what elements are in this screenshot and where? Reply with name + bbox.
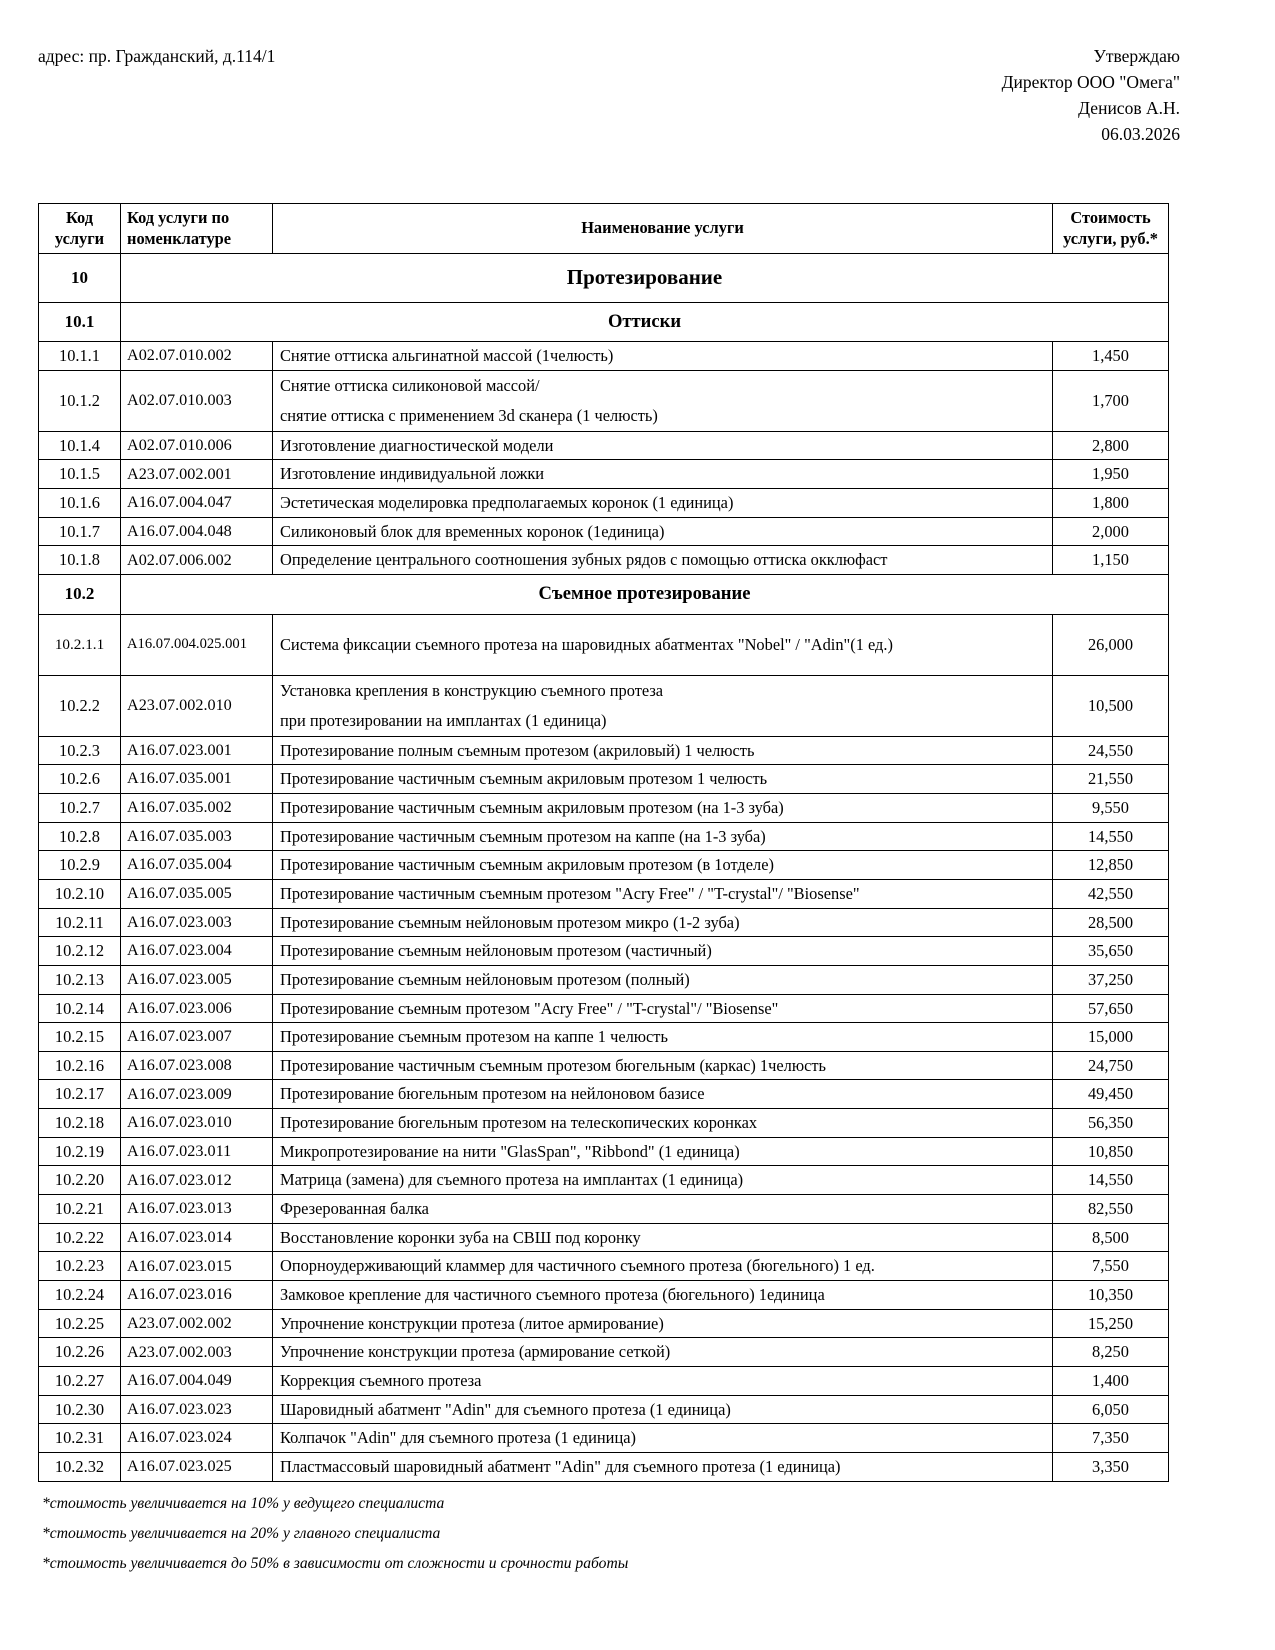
approval-director: Директор ООО "Омега" <box>1001 71 1180 92</box>
service-name-line1: Снятие оттиска силиконовой массой/ <box>280 376 540 396</box>
nomenclature-code: А16.07.023.004 <box>121 937 273 966</box>
table-row <box>39 1395 1169 1424</box>
nomenclature-code: А16.07.023.001 <box>121 736 273 765</box>
nomenclature-code: А16.07.023.023 <box>121 1395 273 1424</box>
service-name: Система фиксации съемного протеза на шаровидных абатментах "Nobel" / "Adin"(1 ед.) <box>273 614 1053 675</box>
table-row <box>39 965 1169 994</box>
service-price: 56,350 <box>1053 1109 1169 1138</box>
footnote: *стоимость увеличивается на 10% у ведущего специалиста <box>42 1494 445 1512</box>
service-code: 10.2.12 <box>39 937 121 966</box>
service-price: 15,250 <box>1053 1309 1169 1338</box>
service-code: 10.2.18 <box>39 1109 121 1138</box>
table-row <box>39 1252 1169 1281</box>
nomenclature-code: А16.07.023.003 <box>121 908 273 937</box>
table-row <box>39 460 1169 489</box>
nomenclature-code: А16.07.035.003 <box>121 822 273 851</box>
service-name <box>273 370 1053 431</box>
nomenclature-code: А23.07.002.001 <box>121 460 273 489</box>
nomenclature-code: А16.07.023.008 <box>121 1051 273 1080</box>
column-header-service-name: Наименование услуги <box>273 203 1053 253</box>
service-name: Протезирование съемным протезом "Acry Free" / "T-crystal"/ "Biosense" <box>273 994 1053 1023</box>
service-price: 10,850 <box>1053 1137 1169 1166</box>
table-header-row <box>39 203 1169 253</box>
footnotes-block <box>42 1489 1180 1579</box>
nomenclature-code: А16.07.023.025 <box>121 1453 273 1482</box>
column-header-service-code: Код услуги <box>39 203 121 253</box>
service-code: 10.2.2 <box>39 675 121 736</box>
service-code: 10.2.8 <box>39 822 121 851</box>
service-price: 57,650 <box>1053 994 1169 1023</box>
section-title: Оттиски <box>121 302 1169 342</box>
nomenclature-code: А16.07.004.047 <box>121 489 273 518</box>
price-list-table <box>38 203 1169 1482</box>
service-price: 1,950 <box>1053 460 1169 489</box>
table-row <box>39 370 1169 431</box>
nomenclature-code: А16.07.023.010 <box>121 1109 273 1138</box>
service-name: Протезирование частичным съемным протезом бюгельным (каркас) 1челюсть <box>273 1051 1053 1080</box>
table-header <box>39 203 1169 253</box>
table-row <box>39 1051 1169 1080</box>
table-row <box>39 1109 1169 1138</box>
service-name: Протезирование бюгельным протезом на нейлоновом базисе <box>273 1080 1053 1109</box>
service-name: Протезирование съемным нейлоновым протезом (полный) <box>273 965 1053 994</box>
nomenclature-code: А16.07.004.025.001 <box>121 614 273 675</box>
service-code: 10.2.30 <box>39 1395 121 1424</box>
service-name: Шаровидный абатмент "Adin" для съемного протеза (1 единица) <box>273 1395 1053 1424</box>
service-code: 10.2.3 <box>39 736 121 765</box>
service-price: 2,800 <box>1053 431 1169 460</box>
table-row <box>39 675 1169 736</box>
clinic-address: адрес: пр. Гражданский, д.114/1 <box>38 46 276 66</box>
service-name: Силиконовый блок для временных коронок (1единица) <box>273 517 1053 546</box>
nomenclature-code: А16.07.023.015 <box>121 1252 273 1281</box>
service-name: Восстановление коронки зуба на СВШ под коронку <box>273 1223 1053 1252</box>
service-price: 1,700 <box>1053 370 1169 431</box>
service-price: 10,500 <box>1053 675 1169 736</box>
column-header-nomenclature-code: Код услуги по номенклатуре <box>121 203 273 253</box>
table-row <box>39 736 1169 765</box>
service-name: Протезирование частичным съемным акриловым протезом 1 челюсть <box>273 765 1053 794</box>
service-name: Коррекция съемного протеза <box>273 1367 1053 1396</box>
service-name: Фрезерованная балка <box>273 1195 1053 1224</box>
service-code: 10.2.14 <box>39 994 121 1023</box>
service-code: 10.2.23 <box>39 1252 121 1281</box>
approval-signer-name: Денисов А.Н. <box>1078 97 1180 118</box>
service-price: 12,850 <box>1053 851 1169 880</box>
service-name: Протезирование частичным съемным протезом на каппе (на 1-3 зуба) <box>273 822 1053 851</box>
service-code: 10.2.22 <box>39 1223 121 1252</box>
table-row <box>39 937 1169 966</box>
table-section-row <box>39 253 1169 302</box>
service-price: 15,000 <box>1053 1023 1169 1052</box>
service-name: Протезирование съемным протезом на каппе 1 челюсть <box>273 1023 1053 1052</box>
service-price: 14,550 <box>1053 822 1169 851</box>
section-title: Протезирование <box>121 253 1169 302</box>
service-name: Протезирование съемным нейлоновым протезом микро (1-2 зуба) <box>273 908 1053 937</box>
service-code: 10.2.7 <box>39 793 121 822</box>
nomenclature-code: А02.07.006.002 <box>121 546 273 575</box>
nomenclature-code: А16.07.023.009 <box>121 1080 273 1109</box>
nomenclature-code: А16.07.023.012 <box>121 1166 273 1195</box>
service-price: 14,550 <box>1053 1166 1169 1195</box>
service-code: 10.2.21 <box>39 1195 121 1224</box>
approval-block <box>1002 44 1180 148</box>
service-code: 10.2.24 <box>39 1281 121 1310</box>
section-code: 10.2 <box>39 575 121 615</box>
service-price: 49,450 <box>1053 1080 1169 1109</box>
nomenclature-code: А16.07.023.011 <box>121 1137 273 1166</box>
service-code: 10.1.1 <box>39 342 121 371</box>
service-name: Протезирование частичным съемным акриловым протезом (в 1отделе) <box>273 851 1053 880</box>
service-name: Снятие оттиска альгинатной массой (1челюсть) <box>273 342 1053 371</box>
nomenclature-code: А16.07.023.016 <box>121 1281 273 1310</box>
nomenclature-code: А02.07.010.002 <box>121 342 273 371</box>
table-row <box>39 489 1169 518</box>
table-row <box>39 822 1169 851</box>
section-title: Съемное протезирование <box>121 575 1169 615</box>
nomenclature-code: А16.07.023.024 <box>121 1424 273 1453</box>
table-row <box>39 1424 1169 1453</box>
nomenclature-code: А16.07.023.014 <box>121 1223 273 1252</box>
service-code: 10.2.9 <box>39 851 121 880</box>
nomenclature-code: А16.07.035.001 <box>121 765 273 794</box>
table-row <box>39 793 1169 822</box>
nomenclature-code: А16.07.023.006 <box>121 994 273 1023</box>
nomenclature-code: А16.07.004.049 <box>121 1367 273 1396</box>
nomenclature-code: А02.07.010.006 <box>121 431 273 460</box>
table-section-row <box>39 575 1169 615</box>
nomenclature-code: А02.07.010.003 <box>121 370 273 431</box>
service-code: 10.1.2 <box>39 370 121 431</box>
service-code: 10.1.7 <box>39 517 121 546</box>
service-code: 10.1.8 <box>39 546 121 575</box>
service-name: Протезирование полным съемным протезом (акриловый) 1 челюсть <box>273 736 1053 765</box>
table-row <box>39 1367 1169 1396</box>
service-code: 10.2.32 <box>39 1453 121 1482</box>
service-price: 6,050 <box>1053 1395 1169 1424</box>
service-price: 7,350 <box>1053 1424 1169 1453</box>
service-price: 24,550 <box>1053 736 1169 765</box>
service-price: 35,650 <box>1053 937 1169 966</box>
service-name: Протезирование частичным съемным протезом "Acry Free" / "T-crystal"/ "Biosense" <box>273 879 1053 908</box>
service-price: 1,450 <box>1053 342 1169 371</box>
service-name: Протезирование бюгельным протезом на телескопических коронках <box>273 1109 1053 1138</box>
service-price: 82,550 <box>1053 1195 1169 1224</box>
service-code: 10.2.17 <box>39 1080 121 1109</box>
service-price: 42,550 <box>1053 879 1169 908</box>
service-name: Замковое крепление для частичного съемного протеза (бюгельного) 1единица <box>273 1281 1053 1310</box>
table-row <box>39 1223 1169 1252</box>
table-section-row <box>39 302 1169 342</box>
service-price: 2,000 <box>1053 517 1169 546</box>
nomenclature-code: А23.07.002.010 <box>121 675 273 736</box>
service-code: 10.1.5 <box>39 460 121 489</box>
service-code: 10.2.10 <box>39 879 121 908</box>
service-price: 9,550 <box>1053 793 1169 822</box>
service-price: 8,500 <box>1053 1223 1169 1252</box>
table-row <box>39 1338 1169 1367</box>
approval-word: Утверждаю <box>1093 46 1180 66</box>
table-row <box>39 879 1169 908</box>
table-row <box>39 1166 1169 1195</box>
table-row <box>39 546 1169 575</box>
service-name: Колпачок "Adin" для съемного протеза (1 единица) <box>273 1424 1053 1453</box>
service-price: 1,150 <box>1053 546 1169 575</box>
service-code: 10.2.1.1 <box>39 614 121 675</box>
service-code: 10.2.31 <box>39 1424 121 1453</box>
service-code: 10.2.16 <box>39 1051 121 1080</box>
nomenclature-code: А16.07.035.002 <box>121 793 273 822</box>
service-name: Протезирование съемным нейлоновым протезом (частичный) <box>273 937 1053 966</box>
table-row <box>39 614 1169 675</box>
service-name: Изготовление индивидуальной ложки <box>273 460 1053 489</box>
nomenclature-code: А23.07.002.002 <box>121 1309 273 1338</box>
nomenclature-code: А16.07.023.005 <box>121 965 273 994</box>
service-code: 10.2.25 <box>39 1309 121 1338</box>
table-row <box>39 1080 1169 1109</box>
service-code: 10.2.20 <box>39 1166 121 1195</box>
service-code: 10.2.11 <box>39 908 121 937</box>
service-code: 10.2.13 <box>39 965 121 994</box>
document-header <box>38 44 1180 148</box>
service-name: Упрочнение конструкции протеза (литое армирование) <box>273 1309 1053 1338</box>
service-price: 8,250 <box>1053 1338 1169 1367</box>
column-header-price: Стоимость услуги, руб.* <box>1053 203 1169 253</box>
footnote: *стоимость увеличивается до 50% в зависимости от сложности и срочности работы <box>42 1554 629 1572</box>
service-name: Пластмассовый шаровидный абатмент "Adin" для съемного протеза (1 единица) <box>273 1453 1053 1482</box>
service-price: 21,550 <box>1053 765 1169 794</box>
table-row <box>39 1137 1169 1166</box>
service-price: 7,550 <box>1053 1252 1169 1281</box>
approval-date: 06.03.2026 <box>1101 123 1180 144</box>
table-row <box>39 1281 1169 1310</box>
service-name: Определение центрального соотношения зубных рядов с помощью оттиска окклюфаст <box>273 546 1053 575</box>
table-row <box>39 517 1169 546</box>
service-price: 24,750 <box>1053 1051 1169 1080</box>
nomenclature-code: А23.07.002.003 <box>121 1338 273 1367</box>
table-row <box>39 908 1169 937</box>
table-row <box>39 994 1169 1023</box>
service-name: Протезирование частичным съемным акриловым протезом (на 1-3 зуба) <box>273 793 1053 822</box>
service-name: Матрица (замена) для съемного протеза на имплантах (1 единица) <box>273 1166 1053 1195</box>
table-row <box>39 1453 1169 1482</box>
table-row <box>39 431 1169 460</box>
service-price: 37,250 <box>1053 965 1169 994</box>
table-row <box>39 1195 1169 1224</box>
service-name: Изготовление диагностической модели <box>273 431 1053 460</box>
service-code: 10.2.15 <box>39 1023 121 1052</box>
service-name-line1: Установка крепления в конструкцию съемного протеза <box>280 680 664 700</box>
table-row <box>39 342 1169 371</box>
service-price: 3,350 <box>1053 1453 1169 1482</box>
table-row <box>39 765 1169 794</box>
nomenclature-code: А16.07.035.005 <box>121 879 273 908</box>
service-price: 1,800 <box>1053 489 1169 518</box>
service-price: 28,500 <box>1053 908 1169 937</box>
table-row <box>39 1309 1169 1338</box>
table-row <box>39 1023 1169 1052</box>
service-code: 10.2.27 <box>39 1367 121 1396</box>
service-price: 26,000 <box>1053 614 1169 675</box>
footnote: *стоимость увеличивается на 20% у главного специалиста <box>42 1524 441 1542</box>
service-code: 10.1.6 <box>39 489 121 518</box>
section-code: 10.1 <box>39 302 121 342</box>
service-name: Микропротезирование на нити "GlasSpan", "Ribbond" (1 единица) <box>273 1137 1053 1166</box>
service-name: Упрочнение конструкции протеза (армирование сеткой) <box>273 1338 1053 1367</box>
nomenclature-code: А16.07.023.007 <box>121 1023 273 1052</box>
service-code: 10.2.6 <box>39 765 121 794</box>
service-name <box>273 675 1053 736</box>
service-code: 10.1.4 <box>39 431 121 460</box>
table-row <box>39 851 1169 880</box>
service-name: Опорноудерживающий кламмер для частичного съемного протеза (бюгельного) 1 ед. <box>273 1252 1053 1281</box>
nomenclature-code: А16.07.023.013 <box>121 1195 273 1224</box>
service-name-line2: снятие оттиска с применением 3d сканера (1 челюсть) <box>280 405 658 425</box>
service-name: Эстетическая моделировка предполагаемых коронок (1 единица) <box>273 489 1053 518</box>
service-price: 10,350 <box>1053 1281 1169 1310</box>
nomenclature-code: А16.07.035.004 <box>121 851 273 880</box>
service-name-line2: при протезировании на имплантах (1 единица) <box>280 710 607 730</box>
service-price: 1,400 <box>1053 1367 1169 1396</box>
table-body <box>39 253 1169 1481</box>
service-code: 10.2.26 <box>39 1338 121 1367</box>
nomenclature-code: А16.07.004.048 <box>121 517 273 546</box>
section-code: 10 <box>39 253 121 302</box>
service-code: 10.2.19 <box>39 1137 121 1166</box>
